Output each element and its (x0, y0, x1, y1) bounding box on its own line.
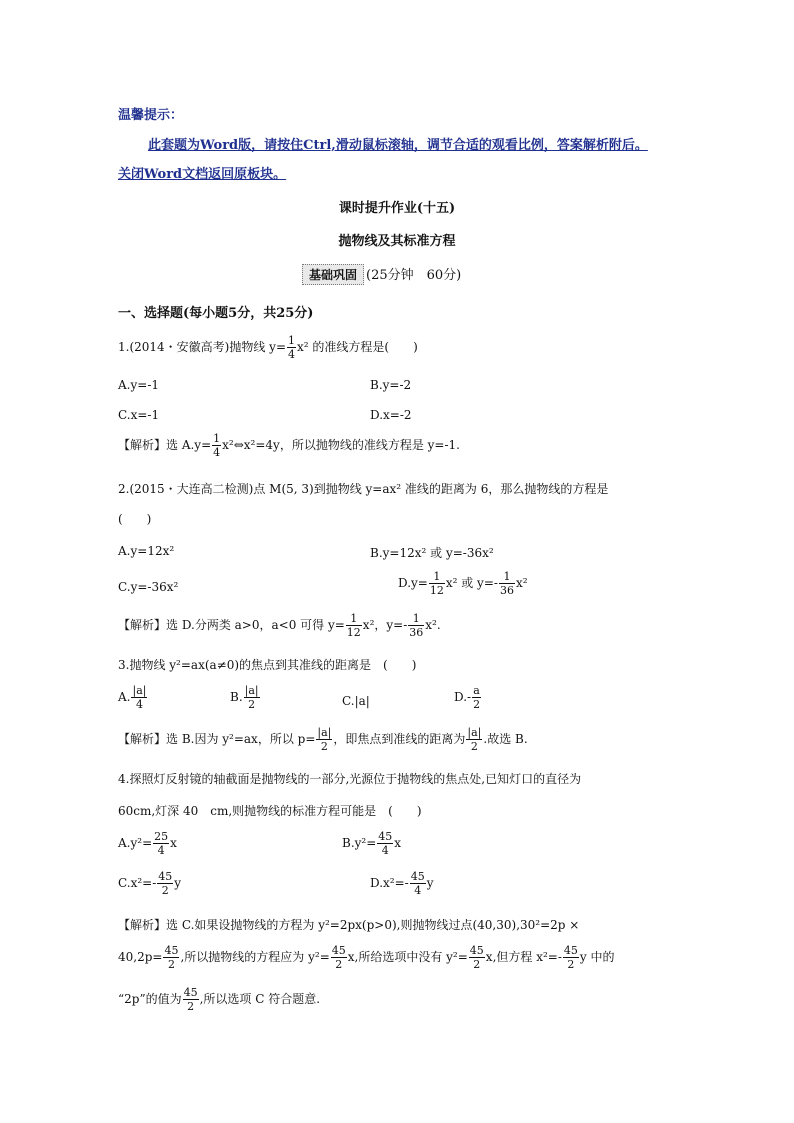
section-heading: 一、选择题(每小题5分，共25分) (118, 306, 314, 321)
question-2-stem-line1: 2.(2015・大连高二检测)点 M(5, 3)到抛物线 y=ax² 准线的距离为 6，那么抛物线的方程是 (118, 482, 609, 496)
q1-option-b: B.y=-2 (370, 378, 412, 392)
q1-option-d: D.x=-2 (370, 408, 412, 422)
question-3-stem: 3.抛物线 y²=ax(a≠0)的焦点到其准线的距离是 ( ) (118, 658, 417, 672)
q4-option-d: D.x²=- $\frac{45}{4}$ y (370, 870, 434, 897)
q2-option-a: A.y=12x² (118, 544, 175, 558)
fraction: $\frac{1}{4}$ (213, 432, 221, 459)
q4-option-c: C.x²=- $\frac{45}{2}$ y (118, 870, 182, 897)
q4-solution-line2: 40,2p= $\frac{45}{2}$ ,所以抛物线的方程应为 y²= $\frac{45}{2}$ x,所给选项中没有 y²= $\frac{45}{2}$ x,但方程 x²=- $\frac{45}{2}$ y 中的 (118, 944, 615, 971)
q2-option-b: B.y=12x² 或 y=-36x² (370, 546, 494, 560)
q3-solution: 【解析】选 B.因为 y²=ax，所以 p= $\frac{|a|}{2}$ ，即焦点到准线的距离为 $\frac{|a|}{2}$ .故选 B. (118, 726, 528, 753)
page-subtitle: 抛物线及其标准方程 (338, 234, 456, 249)
section-badge: 基础巩固 (302, 264, 364, 285)
q1-option-c: C.x=-1 (118, 408, 160, 422)
q3-option-b: B. $\frac{|a|}{2}$ (230, 684, 259, 711)
notice-line-2: 关闭Word文档返回原板块。 (118, 167, 287, 182)
question-1-stem: 1.(2014・安徽高考)抛物线 y= $\frac{1}{4}$ x² 的准线方程是( ) (118, 334, 418, 361)
question-2-stem-line2: ( ) (118, 512, 152, 526)
time-limit: (25分钟 60分) (366, 268, 462, 283)
q2-option-c: C.y=-36x² (118, 580, 179, 594)
question-4-stem-line2: 60cm,灯深 40 cm,则抛物线的标准方程可能是 ( ) (118, 804, 422, 818)
notice-line-1: 此套题为Word版，请按住Ctrl,滑动鼠标滚轴，调节合适的观看比例，答案解析附后。 (148, 138, 648, 153)
fraction: $\frac{1}{4}$ (288, 334, 296, 361)
q4-solution-line1: 【解析】选 C.如果设抛物线的方程为 y²=2px(p>0),则抛物线过点(40,30),30²=2p × (118, 918, 580, 932)
q3-option-d: D.- $\frac{a}{2}$ (454, 684, 481, 711)
q4-option-b: B.y²= $\frac{45}{4}$ x (342, 830, 402, 857)
section-header (302, 264, 461, 285)
q1-option-a: A.y=-1 (118, 378, 160, 392)
notice-title: 温馨提示： (118, 108, 184, 123)
q3-option-c: C.|a| (342, 694, 370, 708)
q2-solution: 【解析】选 D.分两类 a>0，a<0 可得 y= $\frac{1}{12}$ x²，y=- $\frac{1}{36}$ x². (118, 612, 441, 639)
q2-option-d: D.y= $\frac{1}{12}$ x² 或 y=- $\frac{1}{36}$ x² (398, 570, 528, 597)
page-title: 课时提升作业(十五) (338, 201, 456, 216)
q1-solution: 【解析】选 A.y= $\frac{1}{4}$ x²⇔x²=4y，所以抛物线的准线方程是 y=-1. (118, 432, 460, 459)
question-4-stem-line1: 4.探照灯反射镜的轴截面是抛物线的一部分,光源位于抛物线的焦点处,已知灯口的直径为 (118, 772, 582, 786)
q4-option-a: A.y²= $\frac{25}{4}$ x (118, 830, 177, 857)
q3-option-a: A. $\frac{|a|}{4}$ (118, 684, 147, 711)
q4-solution-line3: “2p”的值为 $\frac{45}{2}$ ,所以选项 C 符合题意. (118, 986, 321, 1013)
